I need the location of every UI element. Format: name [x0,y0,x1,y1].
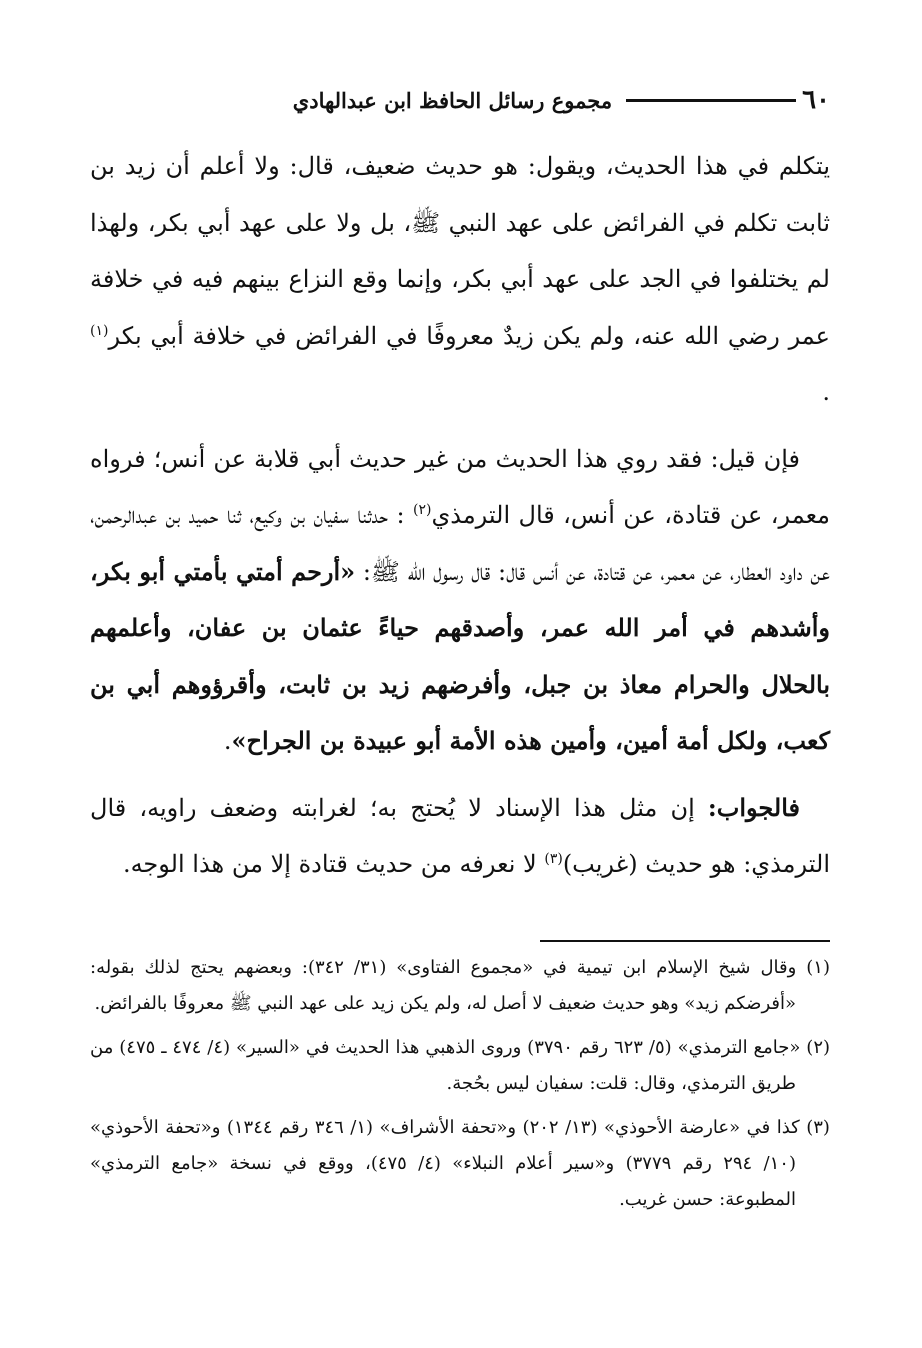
footnote-separator [540,940,830,942]
paragraph-2 [90,431,830,770]
main-text [90,138,830,893]
footnote-number: (١) [806,957,830,978]
footnote-number: (٢) [806,1037,831,1058]
footnote-3 [90,1110,830,1218]
footnotes [90,950,830,1226]
paragraph-3 [90,780,830,893]
footnote-text: «جامع الترمذي» (٥/ ٦٢٣ رقم ٣٧٩٠) وروى الذهبي هذا الحديث في «السير» (٤/ ٤٧٤ ـ ٤٧٥) من طريق الترمذي، وقال: قلت: سفيان ليس بحُجة. [90,1037,801,1094]
paragraph-3-text-b: لا نعرفه من حديث قتادة إلا من هذا الوجه. [122,850,545,878]
footnote-text: كذا في «عارضة الأحوذي» (١٣/ ٢٠٢) و«تحفة الأشراف» (١/ ٣٤٦ رقم ١٣٤٤) و«تحفة الأحوذي» (١٠/ ٢٩٤ رقم ٣٧٧٩) و«سير أعلام النبلاء» (٤/ ٤٧٥)، ووقع في نسخة «جامع الترمذي» المطبوعة: حسن غريب. [90,1117,800,1210]
footnote-number: (٣) [806,1117,830,1138]
page-number: ٦٠ [802,85,830,115]
footnote-text: وقال شيخ الإسلام ابن تيمية في «مجموع الفتاوى» (٣١/ ٣٤٢): وبعضهم يحتج لذلك بقوله: «أفرضكم زيد» وهو حديث ضعيف لا أصل له، ولم يكن زيد على عهد النبي ﷺ معروفًا بالفرائض. [90,957,797,1014]
footnote-2 [90,1030,830,1102]
paragraph-1-text: يتكلم في هذا الحديث، ويقول: هو حديث ضعيف، قال: ولا أعلم أن زيد بن ثابت تكلم في الفرائض على عهد النبي ﷺ، بل ولا على عهد أبي بكر، ولهذا لم يختلفوا في الجد على عهد أبي بكر، وإنما وقع النزاع بينهم فيه في خلافة عمر رضي الله عنه، ولم يكن زيدٌ معروفًا في الفرائض في خلافة أبي بكر [90,152,831,350]
paragraph-2-text-a: فإن قيل: فقد روي هذا الحديث من غير حديث أبي قلابة عن أنس؛ فرواه معمر، عن قتادة، عن أنس، قال الترمذي [90,444,831,529]
header-rule [626,99,796,102]
footnote-ref-3: (٣) [544,851,563,867]
footnote-ref-2: (٢) [412,502,432,518]
footnote-ref-1: (١) [90,322,109,339]
page-header [90,80,830,120]
paragraph-3-text-a: إن مثل هذا الإسناد لا يُحتج به؛ لغرابته وضعف راويه، قال الترمذي: هو حديث (غريب) [90,793,830,878]
running-title: مجموع رسائل الحافظ ابن عبدالهادي [292,87,613,113]
answer-lead: فالجواب: [707,792,800,822]
footnote-1 [90,950,830,1022]
paragraph-2-end: . [223,727,232,755]
paragraph-1 [90,138,830,421]
paragraph-1-end: . [822,378,830,406]
hadith-quote: «أرحم أمتي بأمتي أبو بكر، وأشدهم في أمر الله عمر، وأصدقهم حياءً عثمان بن عفان، وأعلمهم بالحلال والحرام معاذ بن جبل، وأفرضهم زيد بن ثابت، وأقرؤوهم أبي بن كعب، ولكل أمة أمين، وأمين هذه الأمة أبو عبيدة بن الجراح» [90,556,831,755]
paragraph-2-text-b: : حدثنا سفيان بن وكيع، ثنا حميد بن عبدالرحمن، عن داود العطار، عن معمر، عن قتادة، عن أنس قال: قال رسول الله ﷺ: [90,501,830,586]
